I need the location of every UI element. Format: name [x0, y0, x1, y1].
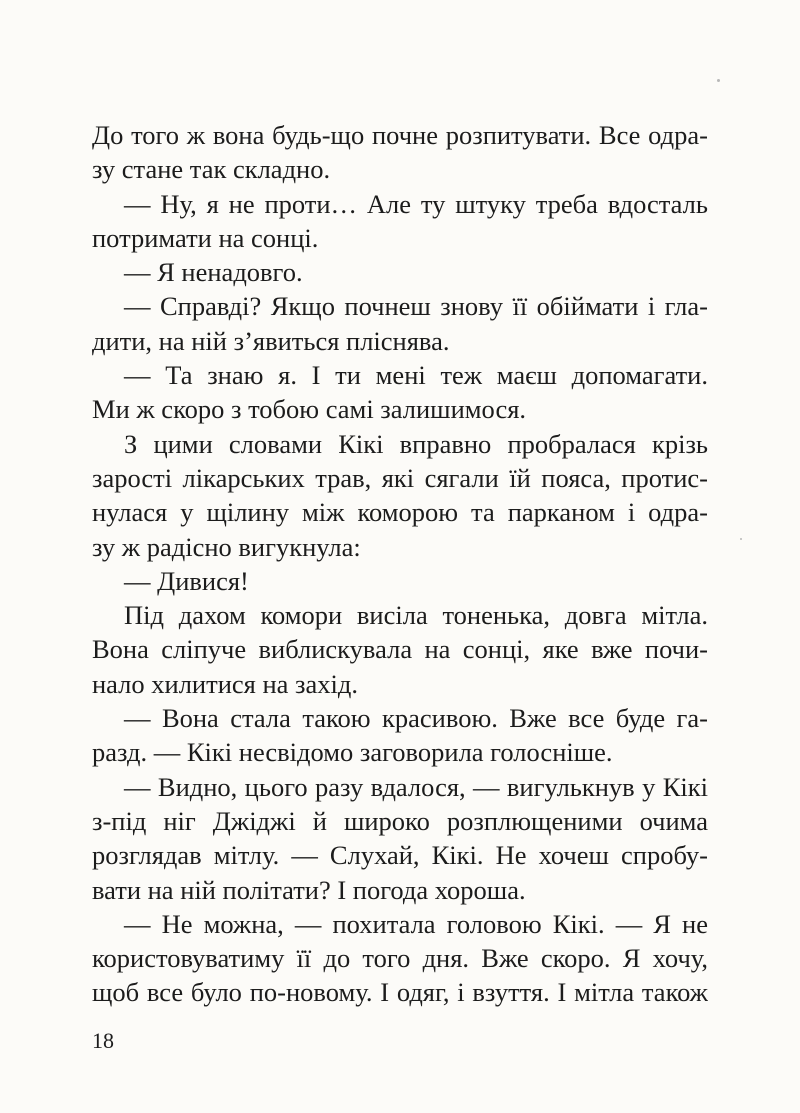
text-line: До того ж вона будь-що почне розпитувати. Все одра-	[92, 120, 708, 150]
page-number: 18	[92, 1028, 114, 1053]
text-line: щоб все було по-новому. І одяг, і взуття. І мітла також	[92, 977, 708, 1008]
text-line: — Та знаю я. І ти мені теж маєш допомагати.	[124, 360, 708, 391]
text-line: потримати на сонці.	[92, 222, 319, 253]
paper-speck	[717, 79, 720, 82]
paper-speck	[740, 538, 742, 540]
text-line: Під дахом комори висіла тоненька, довга мітла.	[124, 600, 708, 631]
text-line: розглядав мітлу. — Слухай, Кікі. Не хочеш спробу-	[92, 840, 708, 871]
text-line: зу стане так складно.	[92, 154, 331, 185]
text-line: разд. — Кікі несвідомо заговорила голосніше.	[92, 737, 613, 768]
text-line: зу ж радісно вигукнула:	[92, 531, 361, 562]
text-line: користовуватиму її до того дня. Вже скоро. Я хочу,	[92, 943, 708, 974]
text-line: дити, на ній з’явиться пліснява.	[92, 325, 450, 356]
text-line: нало хилитися на захід.	[92, 668, 358, 699]
text-line: — Видно, цього разу вдалося, — вигулькнув у Кікі	[124, 771, 708, 802]
text-line: з-під ніг Джіджі й широко розплющеними очима	[92, 805, 708, 836]
page-body-text	[92, 118, 708, 1010]
text-line: — Дивися!	[124, 565, 249, 596]
text-line: нулася у щілину між коморою та парканом і одра-	[92, 497, 708, 528]
text-line: — Я ненадовго.	[124, 257, 303, 288]
text-line: — Не можна, — похитала головою Кікі. — Я не	[124, 908, 708, 939]
text-line: Ми ж скоро з тобою самі залишимося.	[92, 394, 527, 425]
text-line: — Ну, я не проти… Але ту штуку треба вдосталь	[124, 188, 708, 219]
text-line: — Вона стала такою красивою. Вже все буде га-	[124, 703, 708, 734]
text-line: зарості лікарських трав, які сягали їй пояса, протис-	[92, 462, 708, 493]
text-line: — Справді? Якщо почнеш знову її обіймати і гла-	[124, 291, 708, 322]
text-line: З цими словами Кікі вправно пробралася крізь	[124, 428, 708, 459]
text-line: вати на ній політати? І погода хороша.	[92, 874, 526, 905]
text-line: Вона сліпуче виблискувала на сонці, яке вже почи-	[92, 634, 708, 665]
